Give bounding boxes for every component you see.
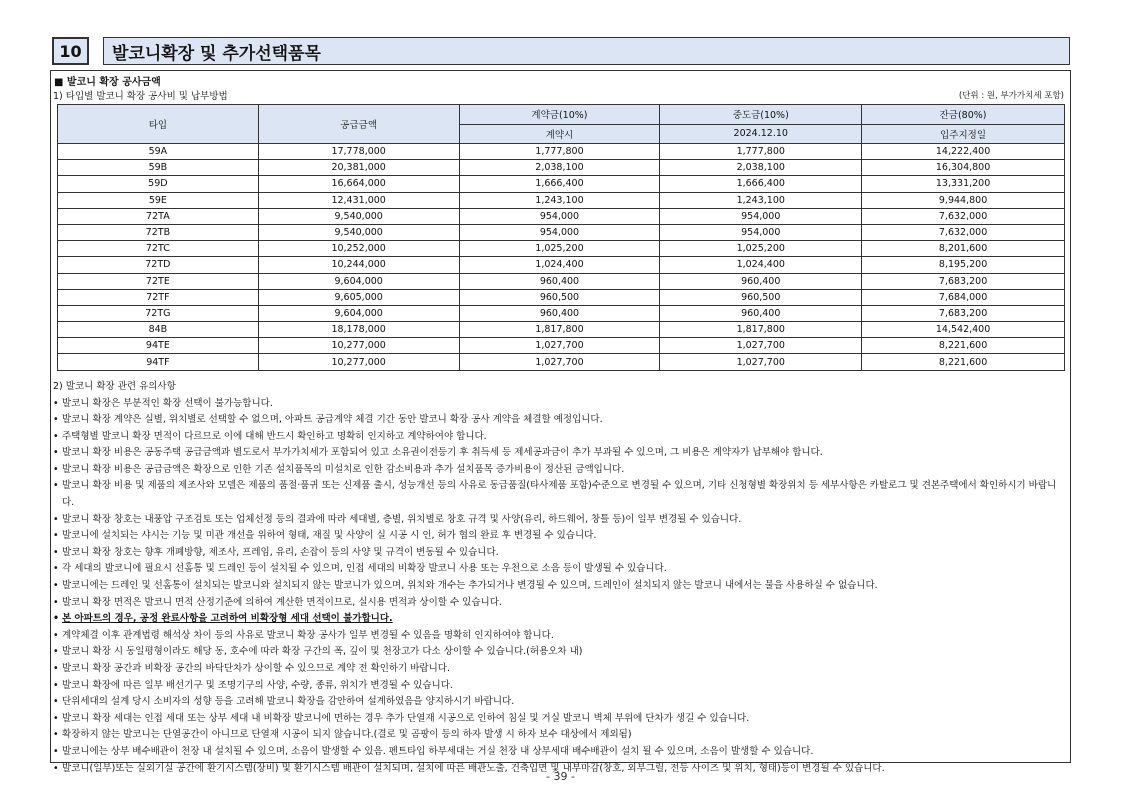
table-cell: 8,221,600 [862,338,1065,354]
table-cell: 7,683,200 [862,305,1065,321]
header-balance: 잔금(80%) [862,105,1065,125]
table-cell: 59D [58,176,259,192]
table-cell: 94TE [58,338,259,354]
table-cell: 8,221,600 [862,354,1065,370]
note-item: • 발코니 확장에 따른 일부 배선기구 및 조명기구의 사양, 수량, 종류, 위치가 변경될 수 있습니다. [53,678,1065,695]
table-row [58,241,1065,257]
note-item: • 발코니 확장 면적은 발코니 면적 산정기준에 의하여 계산한 면적이므로, 실시용 면적과 상이할 수 있습니다. [53,595,1065,612]
subsection-title: ■ 발코니 확장 공사금액 [54,77,161,88]
table-cell: 960,400 [459,273,660,289]
note-item: • 각 세대의 발코니에 필요시 선홈통 및 드레인 등이 설치될 수 있으며, 인접 세대의 비확장 발코니 사용 또는 우천으로 소음 등이 발생될 수 있습니다. [53,561,1065,578]
note-item: • 본 아파트의 경우, 공정 완료사항을 고려하여 비확장형 세대 선택이 불가합니다. [53,611,1065,628]
table-cell: 1,025,200 [459,241,660,257]
table-cell: 1,027,700 [660,354,862,370]
note-item: • 발코니(일부)또는 실외기실 공간에 환기시스템(장비) 및 환기시스템 배관이 설치되며, 설치에 따른 배관노출, 건축입면 및 내부마감(창호, 외부그릴, 전등 사이즈 및 위치, 형태)등이 변경될 수 있습니다. [53,761,1065,778]
note-item: • 계약체결 이후 관계법령 해석상 차이 등의 사유로 발코니 확장 공사가 일부 변경될 수 있음을 명확히 인지하여야 합니다. [53,628,1065,645]
table-cell: 1,027,700 [459,338,660,354]
note-item: • 단위세대의 설계 당시 소비자의 성향 등을 고려해 발코니 확장을 감안하여 설계하였음을 양지하시기 바랍니다. [53,694,1065,711]
header-middle: 중도금(10%) [660,105,862,125]
table-row [58,192,1065,208]
notes-list [53,396,1065,778]
table-cell: 12,431,000 [258,192,459,208]
note-item: • 발코니 확장 비용 및 제품의 제조사와 모델은 제품의 품절·품귀 또는 신제품 출시, 성능개선 등의 사유로 동급품질(타사제품 포함)수준으로 변경될 수 있으며, 기타 신청형별 확장위치 등 세부사항은 카탈로그 및 견본주택에서 확인하시기 바랍니다. [53,478,1065,511]
table-cell: 7,632,000 [862,224,1065,240]
table-cell: 960,500 [459,289,660,305]
note-item: • 확장하지 않는 발코니는 단열공간이 아니므로 단열재 시공이 되지 않습니다.(결로 및 곰팡이 등의 하자 발생 시 하자 보수 대상에서 제외됨) [53,727,1065,744]
table-cell: 9,605,000 [258,289,459,305]
table-cell: 1,817,800 [660,322,862,338]
table-cell: 10,277,000 [258,338,459,354]
table-cell: 20,381,000 [258,160,459,176]
header-middle-when: 2024.12.10 [660,124,862,144]
table-cell: 1,027,700 [459,354,660,370]
table-cell: 1,243,100 [459,192,660,208]
table-cell: 1,817,800 [459,322,660,338]
table-cell: 9,604,000 [258,305,459,321]
table-cell: 960,500 [660,289,862,305]
table-cell: 1,666,400 [459,176,660,192]
table-cell: 9,604,000 [258,273,459,289]
table-cell: 1,024,400 [459,257,660,273]
table-cell: 9,540,000 [258,224,459,240]
table-cell: 59E [58,192,259,208]
table-cell: 2,038,100 [459,160,660,176]
table-row [58,322,1065,338]
table-cell: 94TF [58,354,259,370]
table-cell: 72TC [58,241,259,257]
table-cell: 954,000 [459,224,660,240]
table-cell: 72TE [58,273,259,289]
note-item: • 발코니에는 드레인 및 선홈통이 설치되는 발코니와 설치되지 않는 발코니가 있으며, 위치와 개수는 추가되거나 변경될 수 있으며, 드레인이 설치되지 않는 발코니 내에서는 물을 사용하실 수 없습니다. [53,578,1065,595]
table-cell: 960,400 [660,273,862,289]
table-cell: 960,400 [660,305,862,321]
table-cell: 1,777,800 [459,144,660,160]
table-cell: 72TA [58,208,259,224]
table-cell: 13,331,200 [862,176,1065,192]
page-number: - 39 - [546,770,575,783]
table-cell: 59A [58,144,259,160]
notes-title: 2) 발코니 확장 관련 유의사항 [53,381,176,392]
table-cell: 8,201,600 [862,241,1065,257]
table-cell: 59B [58,160,259,176]
table-cell: 10,252,000 [258,241,459,257]
table-row [58,144,1065,160]
table-row [58,289,1065,305]
table-row [58,208,1065,224]
note-item: • 발코니 확장 비용은 공급금액은 확장으로 인한 기존 설치품목의 미설치로 인한 감소비용과 추가 설치품목 증가비용이 정산된 금액입니다. [53,462,1065,479]
table-cell: 72TF [58,289,259,305]
table-cell: 18,178,000 [258,322,459,338]
table-cell: 7,632,000 [862,208,1065,224]
section-title: 발코니확장 및 추가선택품목 [103,37,1070,65]
table-row [58,224,1065,240]
table-cell: 16,304,800 [862,160,1065,176]
table-cell: 84B [58,322,259,338]
note-item: • 발코니 확장 세대는 인접 세대 또는 상부 세대 내 비확장 발코니에 면하는 경우 추가 단열재 시공으로 인하여 침실 및 거실 발코니 벽체 부위에 단차가 생길 수 있습니다. [53,711,1065,728]
note-item: • 주택형별 발코니 확장 면적이 다르므로 이에 대해 반드시 확인하고 명확히 인지하고 계약하여야 합니다. [53,429,1065,446]
notes-section [53,379,1065,777]
table-cell: 1,777,800 [660,144,862,160]
table-row [58,354,1065,370]
unit-note: (단위 : 원, 부가가치세 포함) [958,91,1064,101]
header-supply: 공급금액 [258,105,459,144]
note-item: • 발코니 확장 공간과 비확장 공간의 바닥단차가 상이할 수 있으므로 계약 전 확인하기 바랍니다. [53,661,1065,678]
table-row [58,160,1065,176]
table-cell: 954,000 [459,208,660,224]
content-frame [50,70,1071,774]
table-cell: 8,195,200 [862,257,1065,273]
table-caption: 1) 타입별 발코니 확장 공사비 및 납부방법 [53,91,228,102]
table-cell: 9,540,000 [258,208,459,224]
note-item: • 발코니 확장 창호는 내풍압 구조검토 또는 업체선정 등의 결과에 따라 세대별, 층별, 위치별로 창호 규격 및 사양(유리, 하드웨어, 창틀 등)이 일부 변경될 수 있습니다. [53,512,1065,529]
table-cell: 72TB [58,224,259,240]
table-cell: 2,038,100 [660,160,862,176]
header-type: 타입 [58,105,259,144]
note-item: • 발코니 확장 창호는 향후 개폐방향, 제조사, 프레임, 유리, 손잡이 등의 사양 및 규격이 변동될 수 있습니다. [53,545,1065,562]
table-cell: 17,778,000 [258,144,459,160]
table-cell: 1,027,700 [660,338,862,354]
table-cell: 9,944,800 [862,192,1065,208]
table-cell: 960,400 [459,305,660,321]
note-item: • 발코니 확장 비용은 공동주택 공급금액과 별도로서 부가가치세가 포함되어 있고 소유권이전등기 후 취득세 등 제세공과금이 추가 부과될 수 있으며, 그 비용은 계약자가 납부해야 합니다. [53,445,1065,462]
header-deposit: 계약금(10%) [459,105,660,125]
table-cell: 10,277,000 [258,354,459,370]
table-cell: 16,664,000 [258,176,459,192]
table-cell: 10,244,000 [258,257,459,273]
table-cell: 72TG [58,305,259,321]
table-row [58,257,1065,273]
table-row [58,176,1065,192]
table-cell: 1,024,400 [660,257,862,273]
table-cell: 7,683,200 [862,273,1065,289]
note-item: • 발코니에는 상부 배수배관이 천장 내 설치될 수 있으며, 소음이 발생할 수 있음. 펜트타입 하부세대는 거실 천장 내 상부세대 배수배관이 설치 될 수 있으며, 소음이 발생할 수 있습니다. [53,744,1065,761]
table-row [58,305,1065,321]
table-cell: 954,000 [660,224,862,240]
table-row [58,338,1065,354]
table-cell: 7,684,000 [862,289,1065,305]
table-cell: 72TD [58,257,259,273]
table-cell: 1,666,400 [660,176,862,192]
table-cell: 1,025,200 [660,241,862,257]
table-row [58,273,1065,289]
table-cell: 1,243,100 [660,192,862,208]
note-item: • 발코니에 설치되는 샤시는 기능 및 미관 개선을 위하여 형태, 재질 및 사양이 실 시공 시 인, 허가 협의 완료 후 변경될 수 있습니다. [53,528,1065,545]
section-number: 10 [52,37,89,65]
note-item: • 발코니 확장은 부분적인 확장 선택이 불가능합니다. [53,396,1065,413]
table-cell: 14,542,400 [862,322,1065,338]
note-item: • 발코니 확장 계약은 실별, 위치별로 선택할 수 없으며, 아파트 공급계약 체결 기간 동안 발코니 확장 공사 계약을 체결할 예정입니다. [53,412,1065,429]
header-deposit-when: 계약시 [459,124,660,144]
table-cell: 954,000 [660,208,862,224]
note-item: • 발코니 확장 시 동일평형이라도 해당 동, 호수에 따라 확장 구간의 폭, 깊이 및 천장고가 다소 상이할 수 있습니다.(허용오차 내) [53,644,1065,661]
table-cell: 14,222,400 [862,144,1065,160]
balcony-cost-table [57,104,1065,371]
header-balance-when: 입주지정일 [862,124,1065,144]
